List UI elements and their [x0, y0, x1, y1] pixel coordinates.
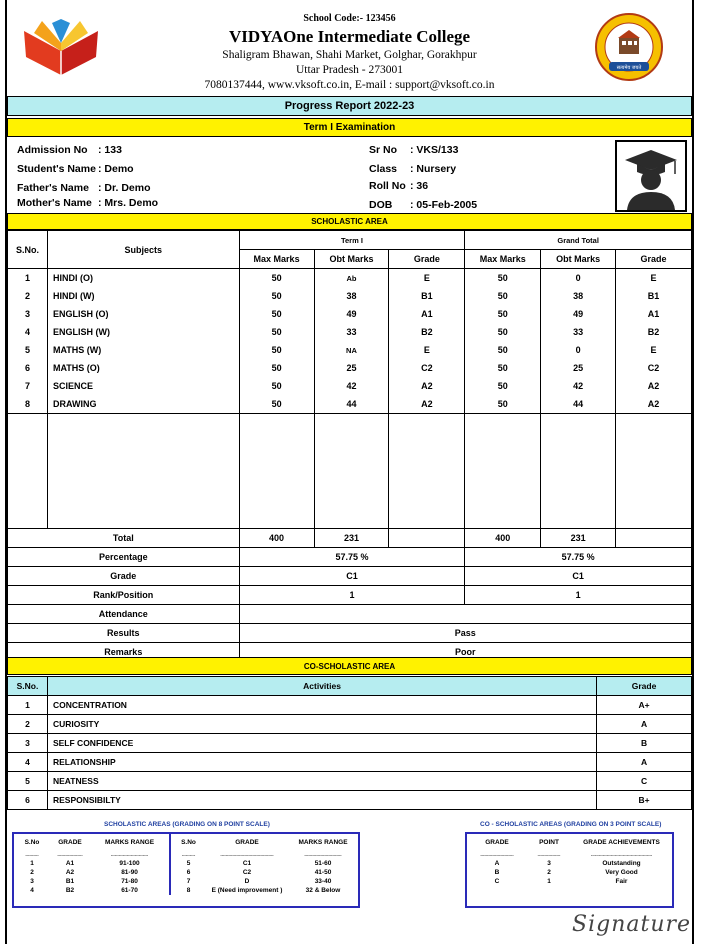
subject-sno: 5	[8, 341, 48, 359]
key-dash: -------------------	[57, 852, 83, 857]
term-obt: 42	[314, 377, 389, 395]
term-grade: A2	[389, 395, 465, 414]
term-obt: Ab	[314, 269, 389, 288]
co-sno: 6	[8, 791, 48, 810]
co-activity: SELF CONFIDENCE	[47, 734, 596, 753]
co-grade: A	[597, 715, 692, 734]
father-name-value: : Dr. Demo	[98, 182, 151, 194]
subject-row	[8, 359, 692, 377]
scholastic-key-cell: 91-100	[119, 860, 140, 867]
blank-rows	[8, 414, 692, 529]
results-row	[8, 624, 692, 643]
term-grade: C2	[389, 359, 465, 377]
scholastic-key-cell: A1	[65, 860, 75, 867]
co-activity: NEATNESS	[47, 772, 596, 791]
class-value: : Nursery	[410, 163, 457, 175]
grand-grade: C2	[616, 359, 692, 377]
subject-row	[8, 305, 692, 323]
co-sno: 5	[8, 772, 48, 791]
grand-max: 50	[465, 305, 541, 323]
scholastic-key-cell: 81-90	[121, 869, 138, 876]
co-grade: C	[597, 772, 692, 791]
col-grade: Grade	[389, 250, 465, 269]
grand-grade: B2	[616, 323, 692, 341]
key-dash: ----------	[25, 852, 39, 857]
subject-name: HINDI (W)	[47, 287, 239, 305]
grade-term: C1	[239, 567, 465, 586]
total-max: 400	[239, 529, 314, 548]
grand-obt: 25	[541, 359, 616, 377]
dob-label: DOB	[369, 199, 393, 211]
key-h-grade2: GRADE	[235, 838, 259, 846]
grand-max: 50	[465, 395, 541, 414]
scholastic-title: SCHOLASTIC AREA	[7, 213, 692, 230]
co-key-cell: Fair	[615, 878, 628, 885]
term-max: 50	[239, 305, 314, 323]
scholastic-key-cell: 6	[170, 868, 206, 877]
co-key-cell: B	[494, 869, 500, 876]
key-dash: ----------------------------	[304, 852, 342, 857]
subject-name: DRAWING	[47, 395, 239, 414]
subject-name: MATHS (O)	[47, 359, 239, 377]
school-address-line2: Uttar Pradesh - 273001	[296, 64, 403, 76]
co-key-dash: -----------------	[537, 852, 561, 857]
student-name-value: : Demo	[98, 163, 134, 175]
grand-grade: B1	[616, 287, 692, 305]
grand-max: 50	[465, 269, 541, 288]
school-address-line1: Shaligram Bhawan, Shahi Market, Golghar, Gorakhpur	[222, 49, 477, 61]
grand-obt: 44	[541, 395, 616, 414]
key-h-sno: S.No	[24, 838, 40, 846]
grade-label: Grade	[8, 567, 240, 586]
co-row	[8, 734, 692, 753]
scholastic-key-cell: 33-40	[314, 878, 332, 885]
scholastic-key-row	[14, 868, 358, 877]
grand-obt: 42	[541, 377, 616, 395]
graduate-avatar-icon	[617, 142, 685, 210]
co-grade: A+	[597, 696, 692, 715]
scholastic-key-cell: 32 & Below	[305, 887, 341, 894]
term-obt: 49	[314, 305, 389, 323]
key-dash: ----------------------------	[110, 852, 149, 857]
term-grade: A1	[389, 305, 465, 323]
scholastic-table	[7, 230, 692, 662]
percentage-label: Percentage	[8, 548, 240, 567]
co-key-cell: 1	[547, 878, 551, 885]
co-row	[8, 696, 692, 715]
term-obt: 25	[314, 359, 389, 377]
term-max: 50	[239, 377, 314, 395]
subject-sno: 6	[8, 359, 48, 377]
scholastic-key-cell: 61-70	[121, 887, 138, 894]
report-title: Progress Report 2022-23	[7, 96, 692, 116]
admission-label: Admission No	[17, 144, 88, 156]
term-max: 50	[239, 287, 314, 305]
term-obt: 33	[314, 323, 389, 341]
subject-sno: 7	[8, 377, 48, 395]
subject-name: SCIENCE	[47, 377, 239, 395]
attendance-label: Attendance	[8, 605, 240, 624]
term-max: 50	[239, 341, 314, 359]
scholastic-header-row	[8, 231, 692, 250]
grand-grade: E	[616, 341, 692, 359]
scholastic-key-cell: 1	[30, 860, 34, 867]
grand-obt: 38	[541, 287, 616, 305]
scholastic-key-cell: 51-60	[314, 860, 332, 867]
term-grade: B1	[389, 287, 465, 305]
key-h-range2: MARKS RANGE	[298, 838, 348, 846]
term-max: 50	[239, 269, 314, 288]
co-key-h-achieve: GRADE ACHIEVEMENTS	[583, 838, 660, 846]
co-key-row	[467, 868, 672, 877]
subject-row	[8, 395, 692, 414]
subject-name: HINDI (O)	[47, 269, 239, 288]
percentage-grand: 57.75 %	[465, 548, 692, 567]
co-sno: 2	[8, 715, 48, 734]
col-grand-obt: Obt Marks	[541, 250, 616, 269]
total-label: Total	[8, 529, 240, 548]
grand-grade: A2	[616, 395, 692, 414]
grand-max: 50	[465, 341, 541, 359]
results-label: Results	[8, 624, 240, 643]
mother-name-value: : Mrs. Demo	[98, 197, 159, 209]
rank-term: 1	[239, 586, 465, 605]
total-obt: 231	[314, 529, 389, 548]
co-activity: RESPONSIBILTY	[47, 791, 596, 810]
term-max: 50	[239, 395, 314, 414]
subject-sno: 3	[8, 305, 48, 323]
grand-max: 50	[465, 323, 541, 341]
col-obt: Obt Marks	[314, 250, 389, 269]
attendance-value	[239, 605, 691, 624]
mother-name-label: Mother's Name	[17, 197, 92, 209]
scholastic-key-row	[14, 877, 358, 886]
rank-row	[8, 586, 692, 605]
co-grade: A	[597, 753, 692, 772]
co-key-cell: A	[494, 860, 500, 867]
grade-grand: C1	[465, 567, 692, 586]
co-row	[8, 715, 692, 734]
co-row	[8, 791, 692, 810]
col-term: Term I	[239, 231, 465, 250]
co-col-sno: S.No.	[8, 677, 48, 696]
co-key-cell: 3	[547, 860, 551, 867]
subject-row	[8, 377, 692, 395]
key-h-sno2: S.No	[170, 834, 206, 850]
co-key-dash: ----------------------------------------------	[590, 852, 653, 857]
term-grade: A2	[389, 377, 465, 395]
school-code: School Code:- 123456	[303, 13, 396, 24]
term-obt: 44	[314, 395, 389, 414]
grand-grade: E	[616, 269, 692, 288]
key-dash: ----------	[170, 850, 206, 859]
roll-no-label: Roll No	[369, 180, 406, 192]
scholastic-key-cell: 41-50	[314, 869, 332, 876]
term-max: 50	[239, 359, 314, 377]
co-activity: CURIOSITY	[47, 715, 596, 734]
co-key-dash: -------------------------	[480, 852, 514, 857]
subject-row	[8, 269, 692, 288]
scholastic-key-row	[14, 859, 358, 868]
open-book-logo	[20, 17, 102, 79]
subject-row	[8, 323, 692, 341]
col-subjects: Subjects	[47, 231, 239, 269]
results-value: Pass	[239, 624, 691, 643]
co-key-cell: Outstanding	[602, 860, 641, 867]
subject-sno: 8	[8, 395, 48, 414]
col-sno: S.No.	[8, 231, 48, 269]
remarks-label: Remarks	[8, 643, 240, 662]
class-label: Class	[369, 163, 398, 175]
subject-sno: 1	[8, 269, 48, 288]
co-scholastic-table	[7, 676, 692, 810]
col-max: Max Marks	[239, 250, 314, 269]
subject-sno: 2	[8, 287, 48, 305]
student-name-label: Student's Name	[17, 163, 96, 175]
school-seal-logo	[594, 12, 664, 82]
percentage-term: 57.75 %	[239, 548, 465, 567]
percentage-row	[8, 548, 692, 567]
term-grade: E	[389, 341, 465, 359]
key-h-grade: GRADE	[58, 838, 82, 846]
grand-grade: A2	[616, 377, 692, 395]
co-activity: RELATIONSHIP	[47, 753, 596, 772]
scholastic-key-row	[14, 886, 358, 895]
scholastic-key-cell: C2	[242, 869, 252, 876]
co-header-row	[8, 677, 692, 696]
attendance-row	[8, 605, 692, 624]
subject-name: ENGLISH (W)	[47, 323, 239, 341]
co-activity: CONCENTRATION	[47, 696, 596, 715]
subject-name: ENGLISH (O)	[47, 305, 239, 323]
dob-value: : 05-Feb-2005	[410, 199, 478, 211]
co-key-h-point: POINT	[539, 838, 559, 846]
scholastic-key-cell: 8	[170, 886, 206, 895]
grand-total-max: 400	[465, 529, 541, 548]
scholastic-key-cell: 7	[170, 877, 206, 886]
grand-max: 50	[465, 287, 541, 305]
term-grade: B2	[389, 323, 465, 341]
scholastic-key-title: SCHOLASTIC AREAS (GRADING ON 8 POINT SCALE)	[104, 821, 270, 828]
co-row	[8, 772, 692, 791]
scholastic-key-cell: E (Need improvement )	[211, 887, 283, 894]
grand-max: 50	[465, 359, 541, 377]
rank-label: Rank/Position	[8, 586, 240, 605]
scholastic-key-cell: A2	[65, 869, 75, 876]
sr-no-label: Sr No	[369, 144, 398, 156]
school-header	[5, 0, 694, 95]
father-name-label: Father's Name	[17, 182, 89, 194]
grand-total-obt: 231	[541, 529, 616, 548]
grand-obt: 33	[541, 323, 616, 341]
exam-title: Term I Examination	[7, 118, 692, 137]
co-sno: 4	[8, 753, 48, 772]
roll-no-value: : 36	[410, 180, 429, 192]
col-grand: Grand Total	[465, 231, 692, 250]
co-key-cell: C	[494, 878, 500, 885]
scholastic-key-cell: B2	[65, 887, 75, 894]
scholastic-key-cell: 71-80	[121, 878, 138, 885]
co-sno: 1	[8, 696, 48, 715]
rank-grand: 1	[465, 586, 692, 605]
co-key-row	[467, 877, 672, 886]
term-obt: 38	[314, 287, 389, 305]
scholastic-key-cell: C1	[242, 860, 252, 867]
scholastic-key-cell: B1	[65, 878, 75, 885]
school-name: VIDYAOne Intermediate College	[228, 27, 471, 46]
scholastic-key-cell: D	[244, 878, 250, 885]
co-col-grade: Grade	[597, 677, 692, 696]
co-key-cell: 2	[547, 869, 551, 876]
co-grade: B	[597, 734, 692, 753]
grand-grade: A1	[616, 305, 692, 323]
total-row	[8, 529, 692, 548]
co-key-cell: Very Good	[605, 869, 638, 876]
col-grand-max: Max Marks	[465, 250, 541, 269]
grand-obt: 49	[541, 305, 616, 323]
co-sno: 3	[8, 734, 48, 753]
co-key-row	[467, 859, 672, 868]
seal-motto: सत्यमेव जयते	[616, 65, 642, 71]
co-row	[8, 753, 692, 772]
scholastic-key-cell: 5	[170, 859, 206, 868]
grand-obt: 0	[541, 269, 616, 288]
co-grade: B+	[597, 791, 692, 810]
subject-row	[8, 287, 692, 305]
scholastic-key-cell: 2	[30, 869, 34, 876]
signature: Signature	[572, 912, 692, 937]
subject-name: MATHS (W)	[47, 341, 239, 359]
grand-obt: 0	[541, 341, 616, 359]
remarks-value: Poor	[239, 643, 691, 662]
scholastic-grading-key	[12, 832, 360, 908]
term-obt: NA	[314, 341, 389, 359]
grand-max: 50	[465, 377, 541, 395]
col-grand-grade: Grade	[616, 250, 692, 269]
term-max: 50	[239, 323, 314, 341]
co-scholastic-title: CO-SCHOLASTIC AREA	[7, 657, 692, 675]
key-h-range: MARKS RANGE	[104, 838, 155, 846]
co-scholastic-grading-key	[465, 832, 674, 908]
subject-sno: 4	[8, 323, 48, 341]
co-col-activities: Activities	[47, 677, 596, 696]
co-key-title: CO - SCHOLASTIC AREAS (GRADING ON 3 POINT SCALE)	[480, 821, 662, 828]
subject-row	[8, 341, 692, 359]
admission-value: : 133	[98, 144, 122, 156]
sr-no-value: : VKS/133	[410, 144, 459, 156]
co-key-h-grade: GRADE	[485, 838, 509, 846]
school-contact: 7080137444, www.vksoft.co.in, E-mail : support@vksoft.co.in	[204, 79, 495, 91]
scholastic-key-cell: 4	[30, 887, 34, 894]
term-grade: E	[389, 269, 465, 288]
student-photo	[615, 140, 687, 212]
grade-row	[8, 567, 692, 586]
key-dash: ----------------------------------------	[220, 852, 274, 857]
scholastic-key-cell: 3	[30, 878, 34, 885]
